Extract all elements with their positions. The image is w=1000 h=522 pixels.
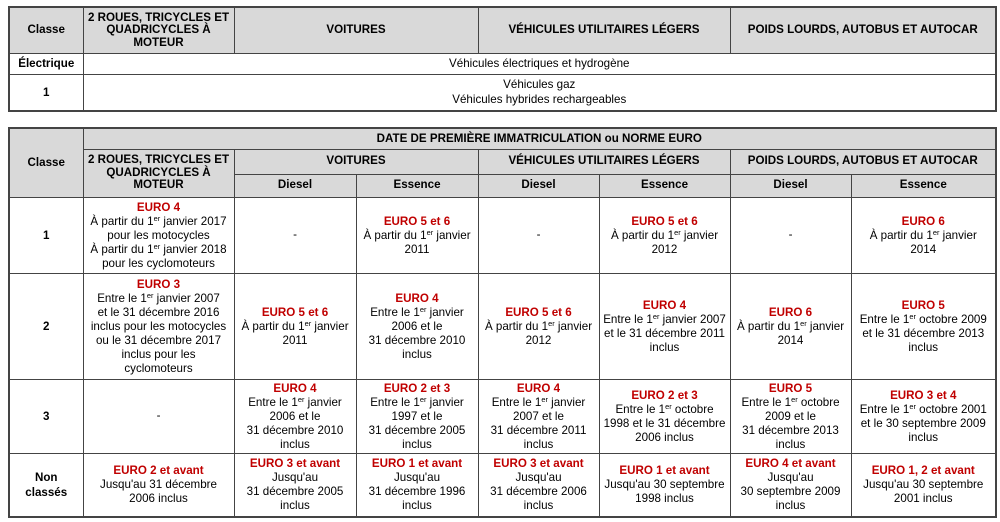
header-label-line: QUADRICYCLES À [106,165,211,179]
date-range-line: 2012 [525,333,552,347]
euro-norm-label: EURO 5 et 6 [505,305,572,319]
cell-classe-2-voitures-diesel [234,273,356,379]
header-label-line: MOTEUR [133,178,184,192]
vehicle-type-line: Véhicules électriques et hydrogène [449,56,630,70]
class-label: Électrique [18,57,75,70]
not-applicable-dash: - [293,228,297,241]
date-range-line: Entre le 1er janvier [370,304,464,319]
euro-norm-label: EURO 6 [768,305,813,319]
date-range-line: 1997 et le [391,409,443,423]
cell-classe-3-vul-essence [599,379,730,453]
euro-norm-label: EURO 4 [516,381,561,395]
euro-norm-label: EURO 2 et 3 [631,388,698,402]
cell-non-classes-deux-roues [83,453,234,517]
date-range-line: et le 31 décembre 2016 [97,305,220,319]
date-range-line: Jusqu'au 30 septembre [863,478,984,492]
cell-non-classes-poids-lourds-essence [851,453,996,517]
date-range-line: Jusqu'au [393,471,441,485]
vehicle-type-line: Véhicules hybrides rechargeables [452,93,627,107]
euro-norm-label: EURO 2 et 3 [383,381,451,395]
fuel-label: Essence [640,178,689,192]
cell-non-classes-vul-diesel [478,453,599,517]
date-range-line: 31 décembre 2005 [368,423,466,437]
date-range-line: 2007 et le [513,409,564,423]
class-label-line: classés [25,485,68,499]
date-range-line: Entre le 1er janvier [370,394,464,409]
vehicles-cell-classe-1 [83,74,996,111]
table2-header-classe [9,128,83,197]
header-poids-lourds-diesel [730,174,851,197]
cell-classe-1-poids-lourds-diesel [730,197,851,273]
date-range-line: À partir du 1er janvier [869,227,977,242]
date-range-line: inclus [402,347,432,361]
date-range-line: inclus [523,437,554,451]
date-range-line: cyclomoteurs [124,361,193,375]
cell-classe-1-vul-diesel [478,197,599,273]
table2-header-row-2 [9,149,996,174]
class-label: 1 [43,85,50,99]
cell-classe-3-poids-lourds-essence [851,379,996,453]
date-range-line: 2011 [404,242,430,256]
table1-header-deux-roues [83,7,234,53]
date-range-line: inclus [402,499,432,513]
date-range-line: inclus [280,499,310,513]
date-range-line: Jusqu'au 31 décembre [100,478,217,492]
date-range-line: 30 septembre 2009 [740,485,841,499]
euro-norm-label: EURO 5 et 6 [261,305,329,319]
date-range-line: inclus pour les [121,347,196,361]
date-range-line: inclus [908,340,939,354]
date-range-line: 31 décembre 2010 [368,333,466,347]
cell-classe-3-deux-roues [83,379,234,453]
header-label-line: MOTEUR [133,35,184,49]
ordinal-suffix: er [146,290,154,300]
date-range-line: 2006 inclus [635,430,694,444]
date-range-line: 31 décembre 2006 [490,485,587,499]
date-range-line: 2001 inclus [893,492,953,506]
header-label: VOITURES [326,23,386,36]
date-range-line: À partir du 1er janvier [736,318,845,333]
class-label: 1 [43,228,50,242]
date-range-line: Entre le 1er octobre [741,394,840,409]
row-classe-2 [9,273,996,379]
date-range-line: et le 30 septembre 2009 [860,416,986,430]
date-range-line: 2006 inclus [129,492,188,506]
class-label-line: Non [34,470,58,484]
class-cell-non-classes [9,453,83,517]
vehicles-cell-electrique [83,53,996,74]
cell-classe-1-vul-essence [599,197,730,273]
date-range-line: 2012 [651,242,678,256]
ordinal-suffix: er [304,318,312,328]
ordinal-suffix: er [541,394,548,404]
date-range-line: Entre le 1er janvier [491,394,586,409]
euro-norm-label: EURO 4 [136,200,181,214]
date-range-line: Entre le 1er octobre 2001 [859,401,987,416]
ordinal-suffix: er [153,213,161,223]
row-classe-3 [9,379,996,453]
ordinal-suffix: er [153,241,161,251]
table2-header-voitures [234,149,478,174]
date-range-line: 31 décembre 1996 [368,485,466,499]
euro-norm-label: EURO 3 et avant [493,457,584,471]
euro-norm-label: EURO 5 [901,298,945,312]
table1-header-poids-lourds [730,7,996,53]
date-range-line: Jusqu'au 30 septembre [604,478,725,492]
date-range-line: inclus [280,437,310,451]
date-range-line: pour les motocycles [107,228,210,242]
header-voitures-diesel [234,174,356,197]
header-label: POIDS LOURDS, AUTOBUS ET AUTOCAR [747,154,978,168]
table2-header-date-norme [83,128,996,149]
header-vul-diesel [478,174,599,197]
fuel-label: Diesel [773,178,808,192]
cell-non-classes-vul-essence [599,453,730,517]
table2-header-vul [478,149,730,174]
date-range-line: À partir du 1er janvier [610,227,719,242]
euro-norm-label: EURO 4 [395,291,439,305]
cell-classe-2-vul-diesel [478,273,599,379]
fuel-label: Diesel [277,178,313,192]
class-label: 3 [43,409,50,423]
date-range-line: inclus [523,499,554,513]
date-range-line: 31 décembre 2005 [246,485,344,499]
date-range-line: ou le 31 décembre 2017 [95,333,222,347]
cell-classe-2-vul-essence [599,273,730,379]
vehicle-class-table [8,6,997,112]
not-applicable-dash: - [156,409,161,422]
ordinal-suffix: er [548,318,555,328]
date-range-line: 2014 [777,333,804,347]
row-classe-1 [9,197,996,273]
ordinal-suffix: er [909,311,916,321]
class-cell-electrique [9,53,83,74]
not-applicable-dash: - [788,228,793,241]
euro-norm-label: EURO 4 et avant [745,457,836,471]
table2-header-poids-lourds [730,149,996,174]
table1-header-vul [478,7,730,53]
date-range-line: pour les cyclomoteurs [102,256,215,270]
ordinal-suffix: er [674,227,681,237]
class-cell-3 [9,379,83,453]
date-range-line: inclus [649,340,680,354]
not-applicable-dash: - [536,228,541,241]
date-range-line: À partir du 1er janvier [363,227,471,242]
row-non-classes [9,453,996,517]
cell-non-classes-voitures-essence [356,453,478,517]
header-label-line: QUADRICYCLES À [106,23,211,36]
date-range-line: inclus [908,430,939,444]
ordinal-suffix: er [426,227,434,237]
euro-norm-label: EURO 1, 2 et avant [871,464,975,478]
euro-norm-label: EURO 3 [136,277,181,291]
cell-classe-1-poids-lourds-essence [851,197,996,273]
date-range-line: Jusqu'au [271,471,319,485]
euro-norm-label: EURO 5 et 6 [631,214,698,228]
date-range-line: 2011 [282,333,308,347]
header-label: VOITURES [326,154,386,168]
class-cell-2 [9,273,83,379]
header-label-line: 2 ROUES, TRICYCLES ET [87,10,230,24]
header-label: Classe [27,23,65,36]
table1-header-classe [9,7,83,53]
euro-norm-label: EURO 4 [273,381,317,395]
date-range-line: inclus pour les motocycles [90,319,227,333]
header-label: VÉHICULES UTILITAIRES LÉGERS [508,154,700,168]
cell-classe-3-poids-lourds-diesel [730,379,851,453]
cell-classe-3-vul-diesel [478,379,599,453]
date-range-line: 31 décembre 2011 [490,423,587,437]
table2-header-row-1 [9,128,996,149]
euro-norm-label: EURO 2 et avant [113,464,204,478]
table1-header-voitures [234,7,478,53]
table1-row-electrique [9,53,996,74]
date-range-line: À partir du 1er janvier [241,318,349,333]
ordinal-suffix: er [419,394,427,404]
euro-norm-label: EURO 4 [642,298,687,312]
date-range-line: Jusqu'au [515,471,562,485]
cell-classe-2-poids-lourds-essence [851,273,996,379]
ordinal-suffix: er [932,227,940,237]
date-range-line: Entre le 1er octobre [615,401,714,416]
header-label: DATE DE PREMIÈRE IMMATRICULATION ou NORME EURO [376,131,702,145]
class-label: 2 [43,319,50,333]
ordinal-suffix: er [800,318,807,328]
cell-classe-3-voitures-essence [356,379,478,453]
euro-norm-label: EURO 1 et avant [371,457,463,471]
date-range-line: Entre le 1er octobre 2009 [859,311,987,326]
date-range-line: inclus [775,499,806,513]
date-range-line: 2014 [910,242,937,256]
table1-header-row [9,7,996,53]
date-range-line: inclus [402,437,432,451]
date-range-line: 2006 et le [269,409,321,423]
date-range-line: 2006 et le [391,319,443,333]
header-vul-essence [599,174,730,197]
header-label: VÉHICULES UTILITAIRES LÉGERS [508,23,700,36]
table1-row-classe-1 [9,74,996,111]
header-poids-lourds-essence [851,174,996,197]
date-range-line: À partir du 1er janvier 2018 [90,241,227,256]
class-cell-1 [9,197,83,273]
date-range-line: Jusqu'au [767,471,814,485]
ordinal-suffix: er [665,401,672,411]
euro-norm-label: EURO 1 et avant [619,464,710,478]
date-range-line: Entre le 1er janvier 2007 [603,311,726,326]
cell-classe-1-deux-roues [83,197,234,273]
ordinal-suffix: er [297,394,305,404]
cell-classe-3-voitures-diesel [234,379,356,453]
class-cell-1 [9,74,83,111]
cell-classe-2-voitures-essence [356,273,478,379]
date-range-line: 2009 et le [765,409,816,423]
header-voitures-essence [356,174,478,197]
date-range-line: 1998 et le 31 décembre [603,416,726,430]
cell-non-classes-poids-lourds-diesel [730,453,851,517]
cell-non-classes-voitures-diesel [234,453,356,517]
cell-classe-2-poids-lourds-diesel [730,273,851,379]
date-range-line: À partir du 1er janvier 2017 [90,213,227,228]
ordinal-suffix: er [791,394,798,404]
euro-norm-label: EURO 6 [901,214,945,228]
ordinal-suffix: er [909,401,916,411]
cell-classe-1-voitures-diesel [234,197,356,273]
cell-classe-2-deux-roues [83,273,234,379]
fuel-label: Diesel [521,178,556,192]
euro-norm-label: EURO 5 et 6 [383,214,451,228]
date-range-line: 31 décembre 2013 [742,423,839,437]
date-range-line: Entre le 1er janvier 2007 [97,290,220,305]
euro-norm-label: EURO 5 [768,381,813,395]
date-range-line: 31 décembre 2010 [246,423,344,437]
registration-date-euro-norm-table [8,127,997,518]
header-label: POIDS LOURDS, AUTOBUS ET AUTOCAR [747,23,978,36]
date-range-line: À partir du 1er janvier [484,318,593,333]
date-range-line: Entre le 1er janvier [248,394,342,409]
date-range-line: et le 31 décembre 2011 [604,326,725,340]
vehicle-type-line: Véhicules gaz [503,78,576,92]
ordinal-suffix: er [419,304,427,314]
date-range-line: 1998 inclus [635,492,694,506]
date-range-line: et le 31 décembre 2013 [862,326,985,340]
date-range-line: inclus [775,437,806,451]
euro-norm-label: EURO 3 et avant [249,457,341,471]
fuel-label: Essence [899,178,947,192]
header-label: Classe [27,155,65,169]
cell-classe-1-voitures-essence [356,197,478,273]
fuel-label: Essence [393,178,441,192]
euro-norm-label: EURO 3 et 4 [890,388,957,402]
ordinal-suffix: er [652,311,660,321]
header-label-line: 2 ROUES, TRICYCLES ET [87,153,230,167]
table2-header-deux-roues [83,149,234,197]
